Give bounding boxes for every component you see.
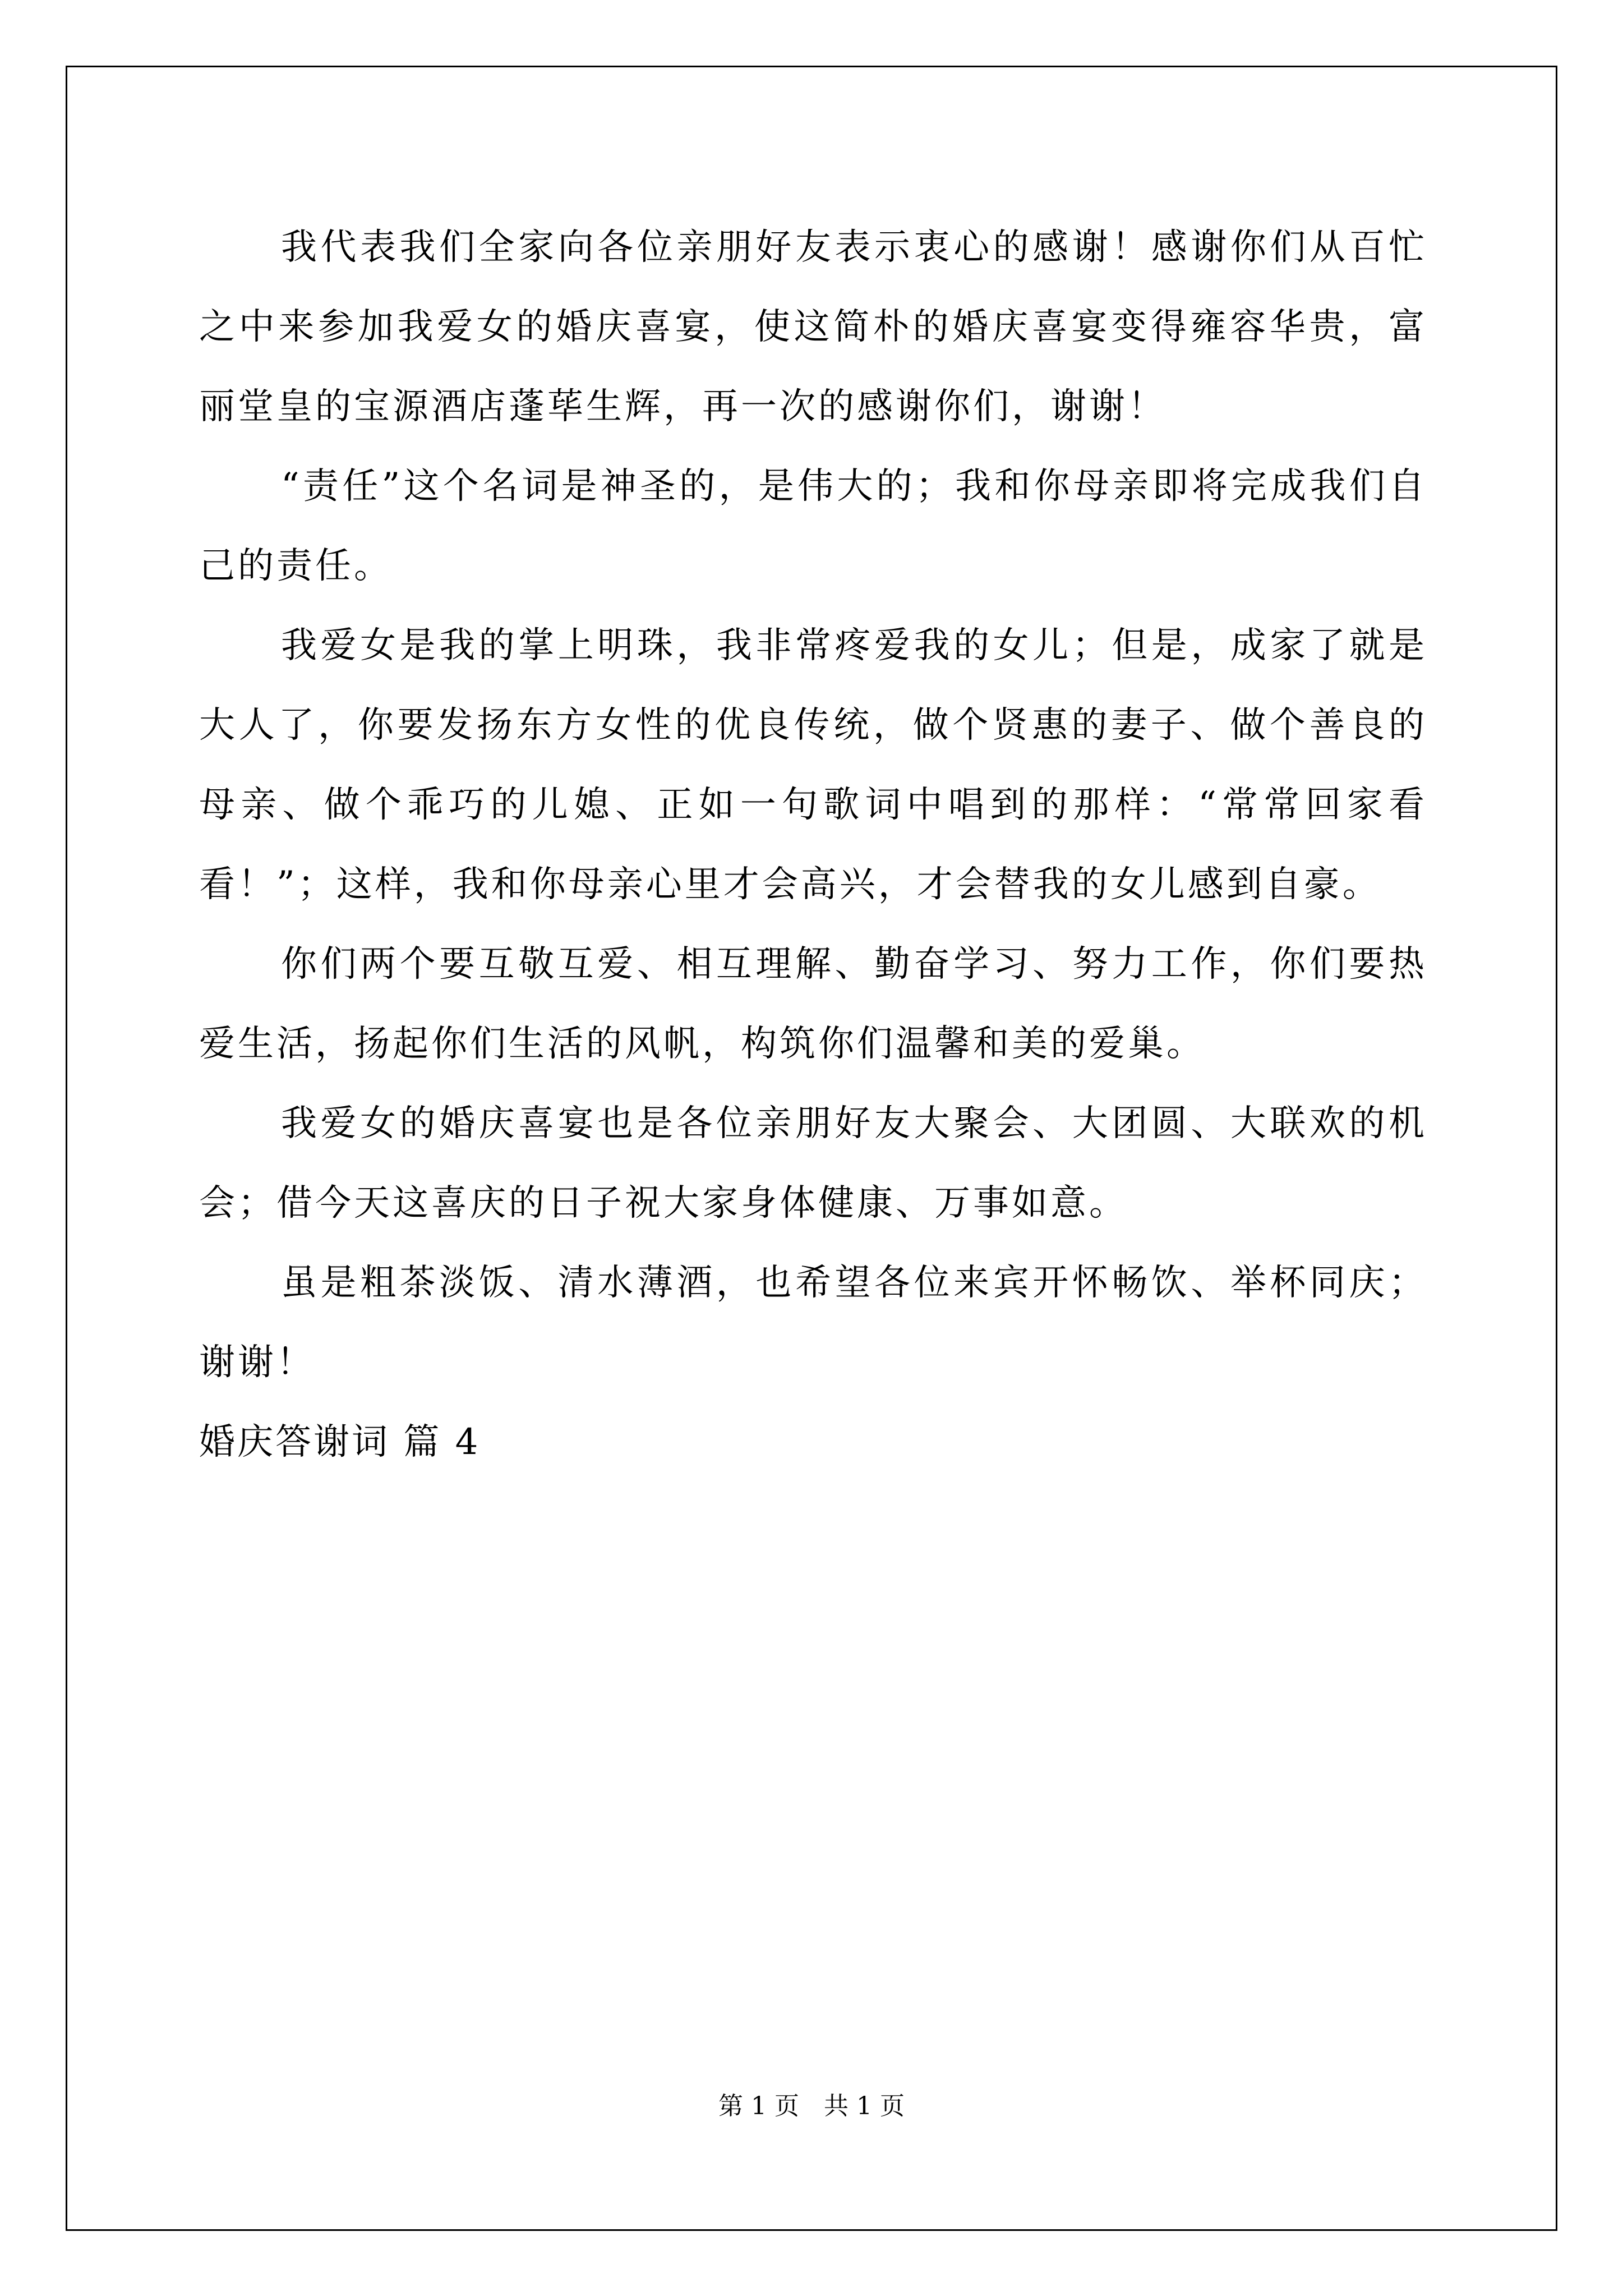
paragraph-daughter: 我爱女是我的掌上明珠，我非常疼爱我的女儿；但是，成家了就是大人了，你要发扬东方女性的优良传统，做个贤惠的妻子、做个善良的母亲、做个乖巧的儿媳、正如一句歌词中唱到的那样：“常常回家看看！”；这样，我和你母亲心里才会高兴，才会替我的女儿感到自豪。 [199,625,1427,905]
paragraph-gathering: 我爱女的婚庆喜宴也是各位亲朋好友大聚会、大团圆、大联欢的机会；借今天这喜庆的日子祝大家身体健康、万事如意。 [199,1103,1427,1224]
paragraph-responsibility: “责任”这个名词是神圣的，是伟大的；我和你母亲即将完成我们自己的责任。 [199,466,1427,587]
section-heading: 婚庆答谢词 篇 4 [199,1421,481,1463]
paragraph-couple: 你们两个要互敬互爱、相互理解、勤奋学习、努力工作，你们要热爱生活，扬起你们生活的风帆，构筑你们温馨和美的爱巢。 [199,944,1427,1065]
document-body [199,208,1427,1482]
paragraph-thanks: 我代表我们全家向各位亲朋好友表示衷心的感谢！感谢你们从百忙之中来参加我爱女的婚庆喜宴，使这简朴的婚庆喜宴变得雍容华贵，富丽堂皇的宝源酒店蓬荜生辉，再一次的感谢你们，谢谢！ [199,227,1427,427]
page-footer: 第 1 页 共 1 页 [718,2092,905,2120]
paragraph-toast: 虽是粗茶淡饭、清水薄酒，也希望各位来宾开怀畅饮、举杯同庆；谢谢！ [199,1262,1427,1383]
